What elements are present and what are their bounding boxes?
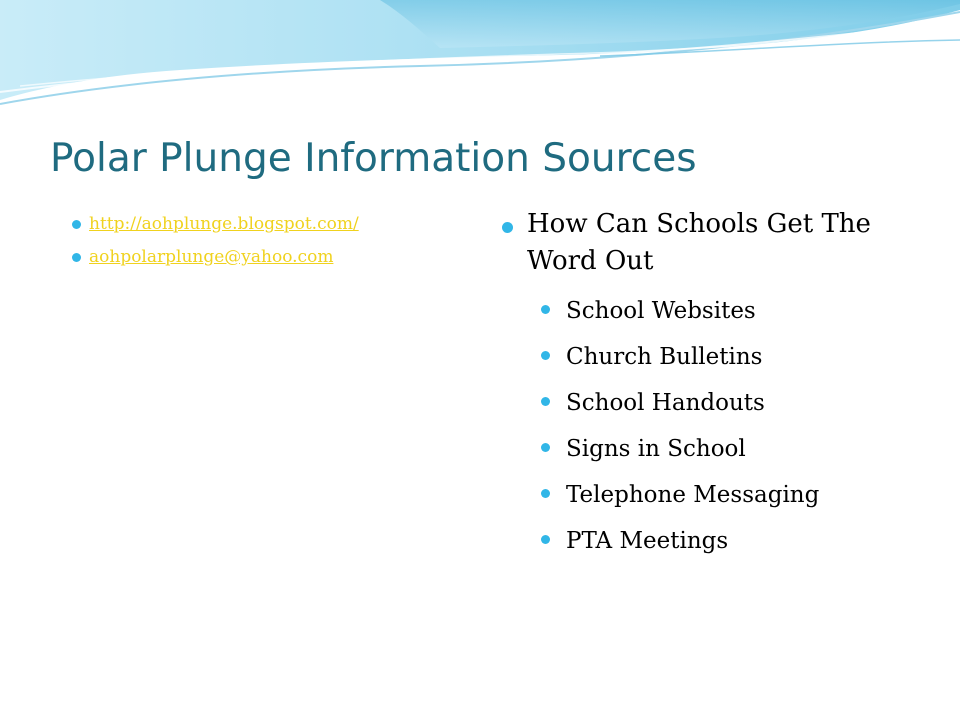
slide-title: Polar Plunge Information Sources (50, 136, 697, 181)
list-item-label: PTA Meetings (566, 528, 729, 554)
bullet-icon (72, 220, 81, 229)
list-item-label: Signs in School (566, 436, 746, 462)
list-item-label: Telephone Messaging (566, 482, 820, 508)
bullet-icon (72, 253, 81, 262)
list-item (527, 334, 919, 380)
links-list (72, 208, 492, 274)
list-item (72, 241, 492, 274)
bullet-icon (541, 443, 550, 452)
bullet-icon (541, 489, 550, 498)
blog-link[interactable]: http://aohplunge.blogspot.com/ (89, 214, 359, 234)
bullet-icon (541, 351, 550, 360)
list-item-label: Church Bulletins (566, 344, 763, 370)
bullet-icon (541, 535, 550, 544)
bullet-icon (502, 222, 513, 233)
bullet-icon (541, 305, 550, 314)
email-link[interactable]: aohpolarplunge@yahoo.com (89, 247, 334, 267)
list-item (527, 426, 919, 472)
wave-header-graphic (0, 0, 960, 120)
schools-list (499, 206, 919, 564)
list-item-label: School Handouts (566, 390, 765, 416)
bullet-icon (541, 397, 550, 406)
list-item (527, 472, 919, 518)
schools-heading: How Can Schools Get The Word Out (527, 209, 871, 276)
list-item (499, 206, 919, 564)
list-item (527, 380, 919, 426)
list-item (527, 288, 919, 334)
list-item-label: School Websites (566, 298, 756, 324)
channels-list (527, 288, 919, 564)
list-item (72, 208, 492, 241)
list-item (527, 518, 919, 564)
